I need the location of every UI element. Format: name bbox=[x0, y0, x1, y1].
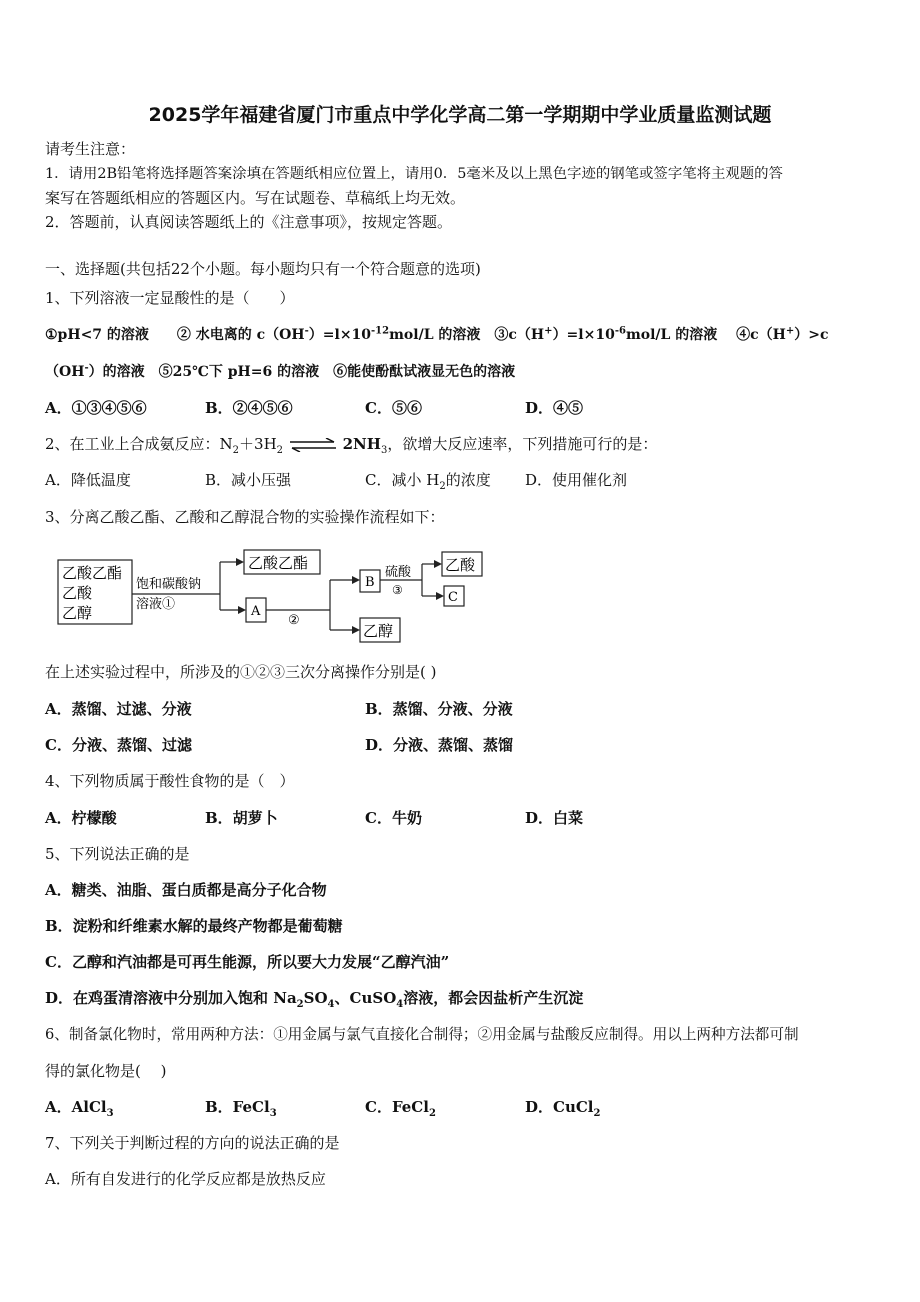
q7-option-a: A．所有自发进行的化学反应都是放热反应 bbox=[45, 1170, 326, 1188]
q6-option-d-sub: 2 bbox=[593, 1108, 601, 1119]
q2-option-c-text: C．减小 H bbox=[365, 471, 440, 489]
q2-option-b: B．减小压强 bbox=[205, 471, 292, 489]
q6-stem-line1: 6、制备氯化物时，常用两种方法：①用金属与氯气直接化合制得；②用金属与盐酸反应制得。用以上两种方法都可制 bbox=[45, 1026, 799, 1043]
q4-option-c: C．牛奶 bbox=[365, 809, 422, 827]
arrow-to-acid bbox=[434, 560, 442, 568]
step3-label: ③ bbox=[392, 583, 403, 597]
q1-stem: 1、下列溶液一定显酸性的是（ ） bbox=[45, 289, 295, 307]
sub-4: 4 bbox=[396, 999, 404, 1010]
q2-option-c bbox=[365, 470, 491, 490]
q3-question: 在上述实验过程中，所涉及的①②③三次分离操作分别是( ) bbox=[45, 663, 437, 681]
q4-option-b: B．胡萝卜 bbox=[205, 809, 278, 827]
q1-line2-a: （OH bbox=[45, 364, 85, 380]
q1-option-d: D．④⑤ bbox=[525, 399, 584, 417]
q1-option-b: B．②④⑤⑥ bbox=[205, 399, 293, 417]
q1-line1-d: ）=l×10 bbox=[552, 327, 615, 343]
q2-option-d: D．使用催化剂 bbox=[525, 471, 628, 489]
sup-minus: - bbox=[84, 362, 89, 374]
q5-stem: 5、下列说法正确的是 bbox=[45, 845, 190, 863]
mixture-label-1: 乙酸乙酯 bbox=[62, 564, 123, 582]
q1-line1-f: ）>c bbox=[794, 327, 829, 343]
notice-item1-line2: 案写在答题纸相应的答题区内。写在试题卷、草稿纸上均无效。 bbox=[45, 189, 466, 207]
q1-exp2: -6 bbox=[614, 325, 626, 337]
q6-option-a-text: A．AlCl bbox=[45, 1098, 107, 1116]
reagent1-label: 饱和碳酸钠 bbox=[136, 577, 202, 592]
q1-line1-e: mol/L 的溶液 ④c（H bbox=[625, 327, 786, 343]
sub-2: 2 bbox=[276, 445, 284, 456]
q6-stem-line2: 得的氯化物是( ) bbox=[45, 1062, 167, 1080]
q6-option-a bbox=[45, 1097, 114, 1117]
ethanol-label: 乙醇 bbox=[363, 622, 394, 640]
sub-4: 4 bbox=[327, 999, 335, 1010]
q6-option-b bbox=[205, 1097, 277, 1117]
q7-stem: 7、下列关于判断过程的方向的说法正确的是 bbox=[45, 1134, 340, 1152]
sub-2: 2 bbox=[232, 445, 240, 456]
q2-option-a: A．降低温度 bbox=[45, 471, 131, 489]
q5-d-c: 、CuSO bbox=[334, 989, 397, 1007]
q6-option-a-sub: 3 bbox=[106, 1108, 114, 1119]
q4-option-a: A．柠檬酸 bbox=[45, 809, 117, 827]
notice-item2: 2．答题前，认真阅读答题纸上的《注意事项》，按规定答题。 bbox=[45, 213, 453, 231]
q2-stem-a: 2、在工业上合成氨反应：N bbox=[45, 435, 233, 453]
q1-choices-line1 bbox=[45, 325, 829, 345]
q1-exp1: -12 bbox=[371, 325, 390, 337]
q1-line2-b: ）的溶液 ⑤25℃下 pH=6 的溶液 ⑥能使酚酞试液显无色的溶液 bbox=[88, 364, 516, 380]
box-a-label: A bbox=[251, 604, 261, 619]
q5-option-b: B．淀粉和纤维素水解的最终产物都是葡萄糖 bbox=[45, 917, 343, 935]
sup-plus: + bbox=[785, 325, 795, 337]
sup-minus: - bbox=[304, 325, 309, 337]
page-title: 2025学年福建省厦门市重点中学化学高二第一学期期中学业质量监测试题 bbox=[148, 104, 772, 126]
q4-option-d: D．白菜 bbox=[525, 809, 584, 827]
reagent3-label: 硫酸 bbox=[385, 565, 412, 580]
q1-option-a: A．①③④⑤⑥ bbox=[45, 399, 147, 417]
q1-line1-b: ）=l×10 bbox=[308, 327, 372, 343]
q5-option-d bbox=[45, 988, 583, 1008]
sup-plus: + bbox=[544, 325, 553, 337]
arrow-to-product1 bbox=[236, 558, 244, 566]
box-c-label: C bbox=[448, 590, 458, 605]
arrow-to-c bbox=[436, 592, 444, 600]
q6-option-b-sub: 3 bbox=[269, 1108, 277, 1119]
q6-option-d-text: D．CuCl bbox=[525, 1098, 594, 1116]
sub-3: 3 bbox=[380, 445, 388, 456]
q1-choices-line2 bbox=[45, 362, 515, 382]
q3-option-b: B．蒸馏、分液、分液 bbox=[365, 700, 513, 718]
q6-option-d bbox=[525, 1097, 600, 1117]
notice-item1-line1: 1．请用2B铅笔将选择题答案涂填在答题纸相应位置上，请用0．5毫米及以上黑色字迹的钢笔或签字笔将主观题的答 bbox=[45, 166, 783, 182]
mixture-label-3: 乙醇 bbox=[62, 604, 93, 622]
q6-option-c-text: C．FeCl bbox=[365, 1098, 429, 1116]
acid-label: 乙酸 bbox=[445, 556, 476, 574]
box-b-label: B bbox=[365, 575, 375, 590]
q2-stem-b: ＋3H bbox=[239, 435, 277, 453]
notice-heading: 请考生注意： bbox=[45, 140, 136, 158]
q1-line1-c: mol/L 的溶液 ③c（H bbox=[389, 327, 545, 343]
reagent1b-label: 溶液① bbox=[136, 597, 176, 612]
mixture-label-2: 乙酸 bbox=[62, 584, 93, 602]
q5-d-d: 溶液，都会因盐析产生沉淀 bbox=[403, 989, 584, 1007]
q2-stem-c: 2NH bbox=[342, 435, 381, 453]
q5-d-b: SO bbox=[303, 989, 328, 1007]
q1-line1-a: ①pH<7 的溶液 ② 水电离的 c（OH bbox=[45, 327, 305, 343]
sub-2: 2 bbox=[439, 481, 446, 492]
step2-label: ② bbox=[288, 613, 300, 628]
q3-option-c: C．分液、蒸馏、过滤 bbox=[45, 736, 192, 754]
q3-stem: 3、分离乙酸乙酯、乙酸和乙醇混合物的实验操作流程如下： bbox=[45, 508, 445, 526]
q1-option-c: C．⑤⑥ bbox=[365, 399, 422, 417]
q2-stem bbox=[45, 434, 657, 454]
q3-option-a: A．蒸馏、过滤、分液 bbox=[45, 700, 192, 718]
q5-option-c: C．乙醇和汽油都是可再生能源，所以要大力发展“乙醇汽油” bbox=[45, 953, 450, 971]
product1-label: 乙酸乙酯 bbox=[248, 554, 309, 572]
q6-option-c bbox=[365, 1097, 436, 1117]
arrow-to-b bbox=[352, 576, 360, 584]
arrow-to-ethanol bbox=[352, 626, 360, 634]
q5-option-a: A．糖类、油脂、蛋白质都是高分子化合物 bbox=[45, 881, 327, 899]
section-heading: 一、选择题(共包括22个小题。每小题均只有一个符合题意的选项) bbox=[45, 260, 481, 278]
equilibrium-arrow-icon bbox=[288, 438, 338, 452]
sub-2: 2 bbox=[296, 999, 304, 1010]
separation-flow-diagram bbox=[50, 548, 490, 648]
q5-d-a: D．在鸡蛋清溶液中分别加入饱和 Na bbox=[45, 989, 297, 1007]
arrow-to-a bbox=[238, 606, 246, 614]
q6-option-c-sub: 2 bbox=[428, 1108, 436, 1119]
q2-option-c-tail: 的浓度 bbox=[445, 471, 491, 489]
q4-stem: 4、下列物质属于酸性食物的是（ ） bbox=[45, 772, 295, 790]
q3-option-d: D．分液、蒸馏、蒸馏 bbox=[365, 736, 514, 754]
q6-option-b-text: B．FeCl bbox=[205, 1098, 270, 1116]
q2-stem-d: ，欲增大反应速率，下列措施可行的是： bbox=[387, 435, 658, 453]
